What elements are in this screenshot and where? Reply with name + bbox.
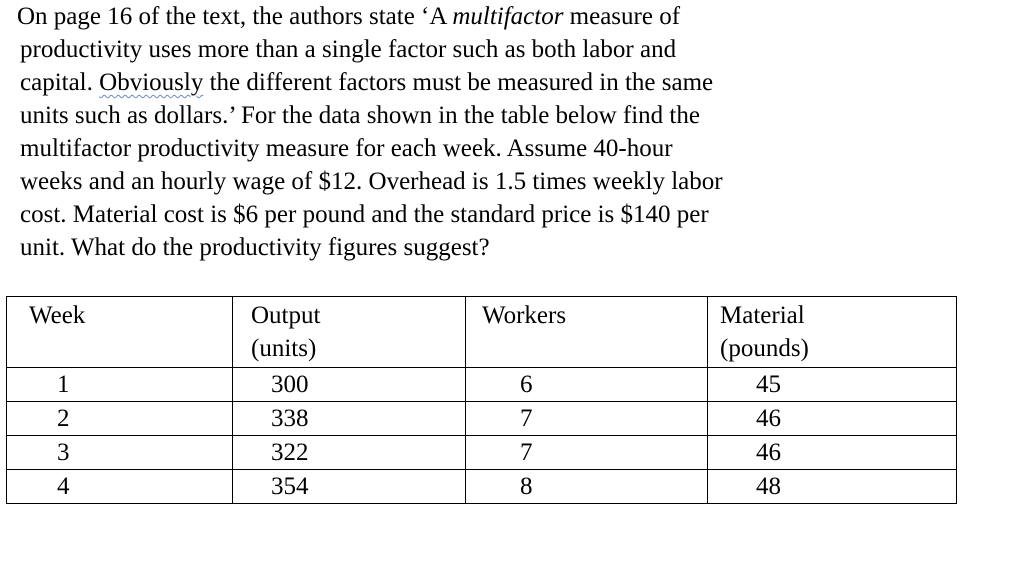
problem-line-1: On page 16 of the text, the authors state ‘A multifactor measure of bbox=[17, 3, 681, 30]
cell-week: 1 bbox=[7, 368, 233, 402]
problem-line-6: weeks and an hourly wage of $12. Overhead is 1.5 times weekly labor bbox=[20, 168, 723, 195]
cell-week: 4 bbox=[7, 470, 233, 504]
problem-line-7: cost. Material cost is $6 per pound and the standard price is $140 per bbox=[20, 201, 709, 228]
header-material: Material (pounds) bbox=[708, 297, 957, 368]
problem-line-3: capital. Obviously the different factors must be measured in the same bbox=[20, 69, 714, 96]
productivity-data-table bbox=[6, 296, 957, 504]
problem-line-2: productivity uses more than a single factor such as both labor and bbox=[20, 36, 677, 63]
table-row bbox=[7, 368, 957, 402]
cell-output: 338 bbox=[233, 402, 466, 436]
problem-line-5: multifactor productivity measure for each week. Assume 40-hour bbox=[20, 135, 673, 162]
cell-material: 46 bbox=[708, 402, 957, 436]
italic-multifactor: multifactor bbox=[452, 3, 564, 30]
table-row bbox=[7, 436, 957, 470]
problem-statement bbox=[17, 0, 1000, 264]
cell-week: 2 bbox=[7, 402, 233, 436]
cell-material: 46 bbox=[708, 436, 957, 470]
table-row bbox=[7, 470, 957, 504]
cell-output: 322 bbox=[233, 436, 466, 470]
cell-workers: 6 bbox=[466, 368, 708, 402]
cell-week: 3 bbox=[7, 436, 233, 470]
cell-material: 48 bbox=[708, 470, 957, 504]
header-workers: Workers bbox=[466, 297, 708, 368]
cell-output: 354 bbox=[233, 470, 466, 504]
cell-output: 300 bbox=[233, 368, 466, 402]
table-row bbox=[7, 402, 957, 436]
header-output: Output (units) bbox=[233, 297, 466, 368]
cell-workers: 8 bbox=[466, 470, 708, 504]
cell-workers: 7 bbox=[466, 402, 708, 436]
grammar-flagged-word[interactable]: Obviously bbox=[99, 69, 204, 96]
header-week: Week bbox=[7, 297, 233, 368]
cell-workers: 7 bbox=[466, 436, 708, 470]
table-header-row bbox=[7, 297, 957, 368]
problem-line-8: unit. What do the productivity figures suggest? bbox=[20, 234, 490, 261]
problem-line-4: units such as dollars.’ For the data shown in the table below find the bbox=[20, 102, 700, 129]
cell-material: 45 bbox=[708, 368, 957, 402]
